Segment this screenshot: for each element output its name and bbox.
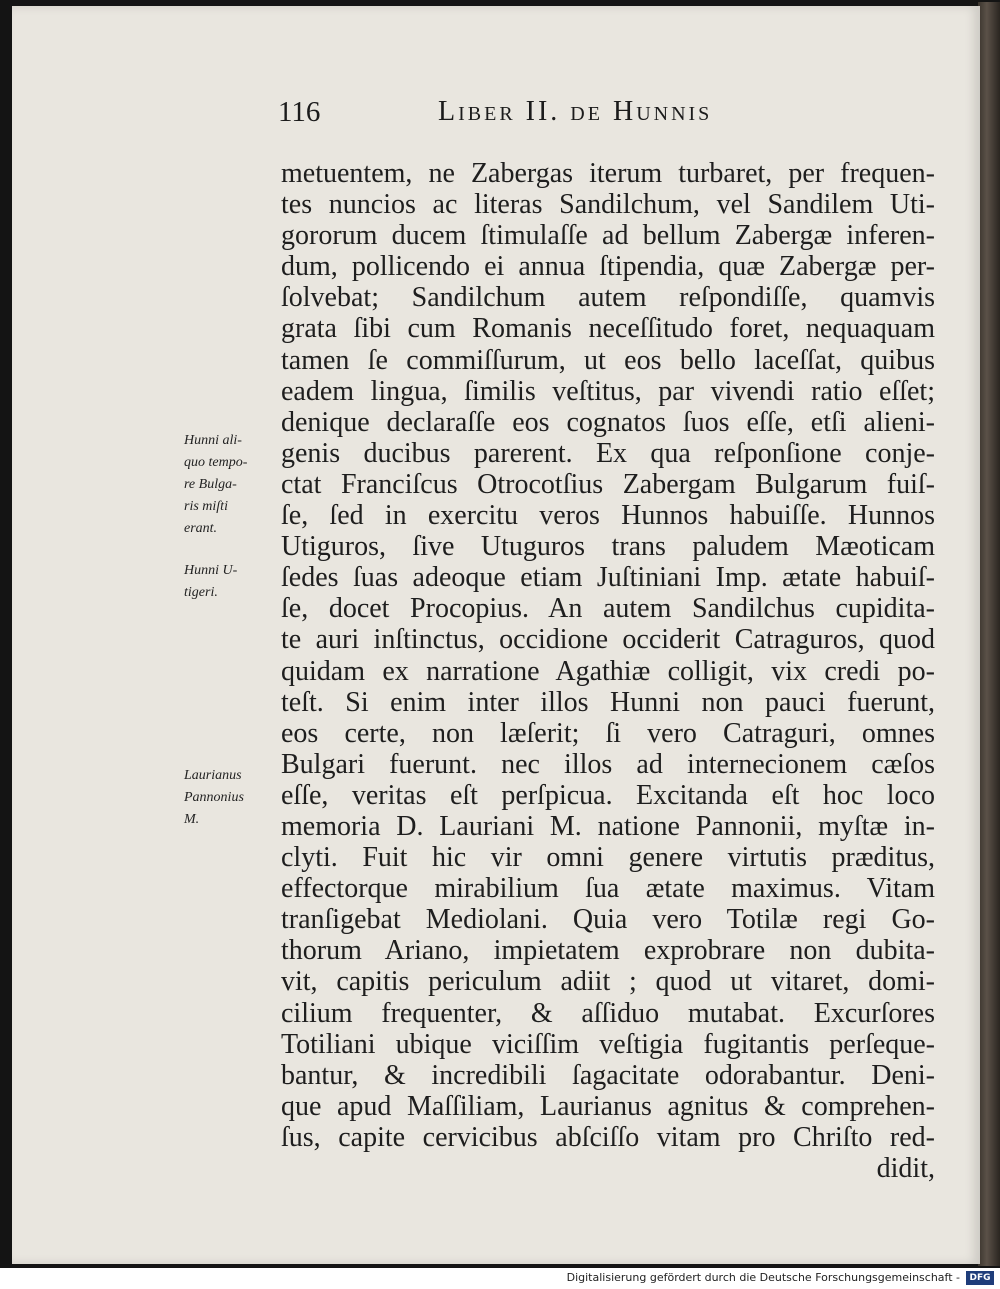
text-line: thorum Ariano, impietatem exprobrare non dubita- [281,935,935,967]
running-head: Liber II. de Hunnis [438,96,713,127]
text-line: effectorque mirabilium ſua ætate maximus. Vitam [281,873,935,905]
text-line: Utiguros, ſive Utuguros trans paludem Mæoticam [281,531,935,563]
text-line: genis ducibus parerent. Ex qua reſponſione conje- [281,437,935,469]
margin-note-line: erant. [184,521,218,536]
text-line: Bulgari fuerunt. nec illos ad internecionem cæſos [281,748,935,780]
text-line: bantur, & incredibili ſagacitate odorabantur. Deni- [281,1059,935,1091]
text-line: memoria D. Lauriani M. natione Pannonii, myſtæ in- [281,810,935,842]
margin-note-hunni-utigeri [184,560,274,604]
text-line: ſolvebat; Sandilchum autem reſpondiſſe, quamvis [281,282,935,314]
text-line: tamen ſe commiſſurum, ut eos bello laceſſat, quibus [281,344,935,376]
margin-note-line: re Bulga- [184,477,237,492]
dfg-logo: DFG [966,1271,994,1285]
text-line: ſus, capite cervicibus abſciſſo vitam pro Chriſto red- [281,1121,935,1153]
text-line: eadem lingua, ſimilis veſtitus, par vivendi ratio eſſet; [281,375,935,407]
text-line: didit, [876,1153,935,1184]
text-line: grata ſibi cum Romanis neceſſitudo foret, nequaquam [281,313,935,345]
margin-note-line: tigeri. [184,585,218,600]
text-line: teſt. Si enim inter illos Hunni non pauci fuerunt, [281,686,935,718]
footer-bar [0,1268,1000,1289]
margin-note-line: ris miſti [184,499,228,514]
margin-note-hunni-bulgaris [184,430,274,540]
page-number: 116 [278,96,321,128]
text-line: ctat Franciſcus Otrocotſius Zabergam Bulgarum fuiſ- [281,468,935,500]
text-line: vit, capitis periculum adiit ; quod ut vitaret, domi- [281,966,935,998]
margin-note-laurianus [184,765,274,831]
text-line: que apud Maſſiliam, Laurianus agnitus & comprehen- [281,1090,935,1122]
text-line: te auri inſtinctus, occidione occiderit Catraguros, quod [281,624,935,656]
margin-note-line: M. [184,812,200,827]
text-line: eſſe, veritas eſt perſpicua. Excitanda eſt hoc loco [281,779,935,811]
text-line: Totiliani ubique viciſſim veſtigia fugitantis perſeque- [281,1028,935,1060]
margin-note-line: Hunni ali- [184,433,242,448]
funding-credit: Digitalisierung gefördert durch die Deutsche Forschungsgemeinschaft - [566,1271,960,1284]
text-line: clyti. Fuit hic vir omni genere virtutis præditus, [281,842,935,874]
page-header [270,96,790,136]
text-line: tes nuncios ac literas Sandilchum, vel Sandilem Uti- [281,189,935,221]
text-line: ſe, docet Procopius. An autem Sandilchus cupidita- [281,593,935,625]
text-line: ſe, ſed in exercitu veros Hunnos habuiſſe. Hunnos [281,500,935,532]
text-line: quidam ex narratione Agathiæ colligit, vix credi po- [281,655,935,687]
margin-note-line: Hunni U- [184,563,238,578]
book-edge [978,2,1000,1266]
body-text [281,158,935,1184]
text-line: ſedes ſuas adeoque etiam Juſtiniani Imp. ætate habuiſ- [281,562,935,594]
text-line: dum, pollicendo ei annua ſtipendia, quæ Zabergæ per- [281,251,935,283]
text-line: denique declaraſſe eos cognatos ſuos eſſe, etſi alieni- [281,406,935,438]
margin-note-line: quo tempo- [184,455,248,470]
margin-note-line: Pannonius [184,790,244,805]
text-line: tranſigebat Mediolani. Quia vero Totilæ regi Go- [281,904,935,936]
text-line: metuentem, ne Zabergas iterum turbaret, per frequen- [281,158,935,189]
margin-note-line: Laurianus [184,768,242,783]
text-line: cilium frequenter, & aſſiduo mutabat. Excurſores [281,997,935,1029]
text-line: eos certe, non læſerit; ſi vero Catraguri, omnes [281,717,935,749]
text-line: gororum ducem ſtimulaſſe ad bellum Zabergæ inferen- [281,220,935,252]
